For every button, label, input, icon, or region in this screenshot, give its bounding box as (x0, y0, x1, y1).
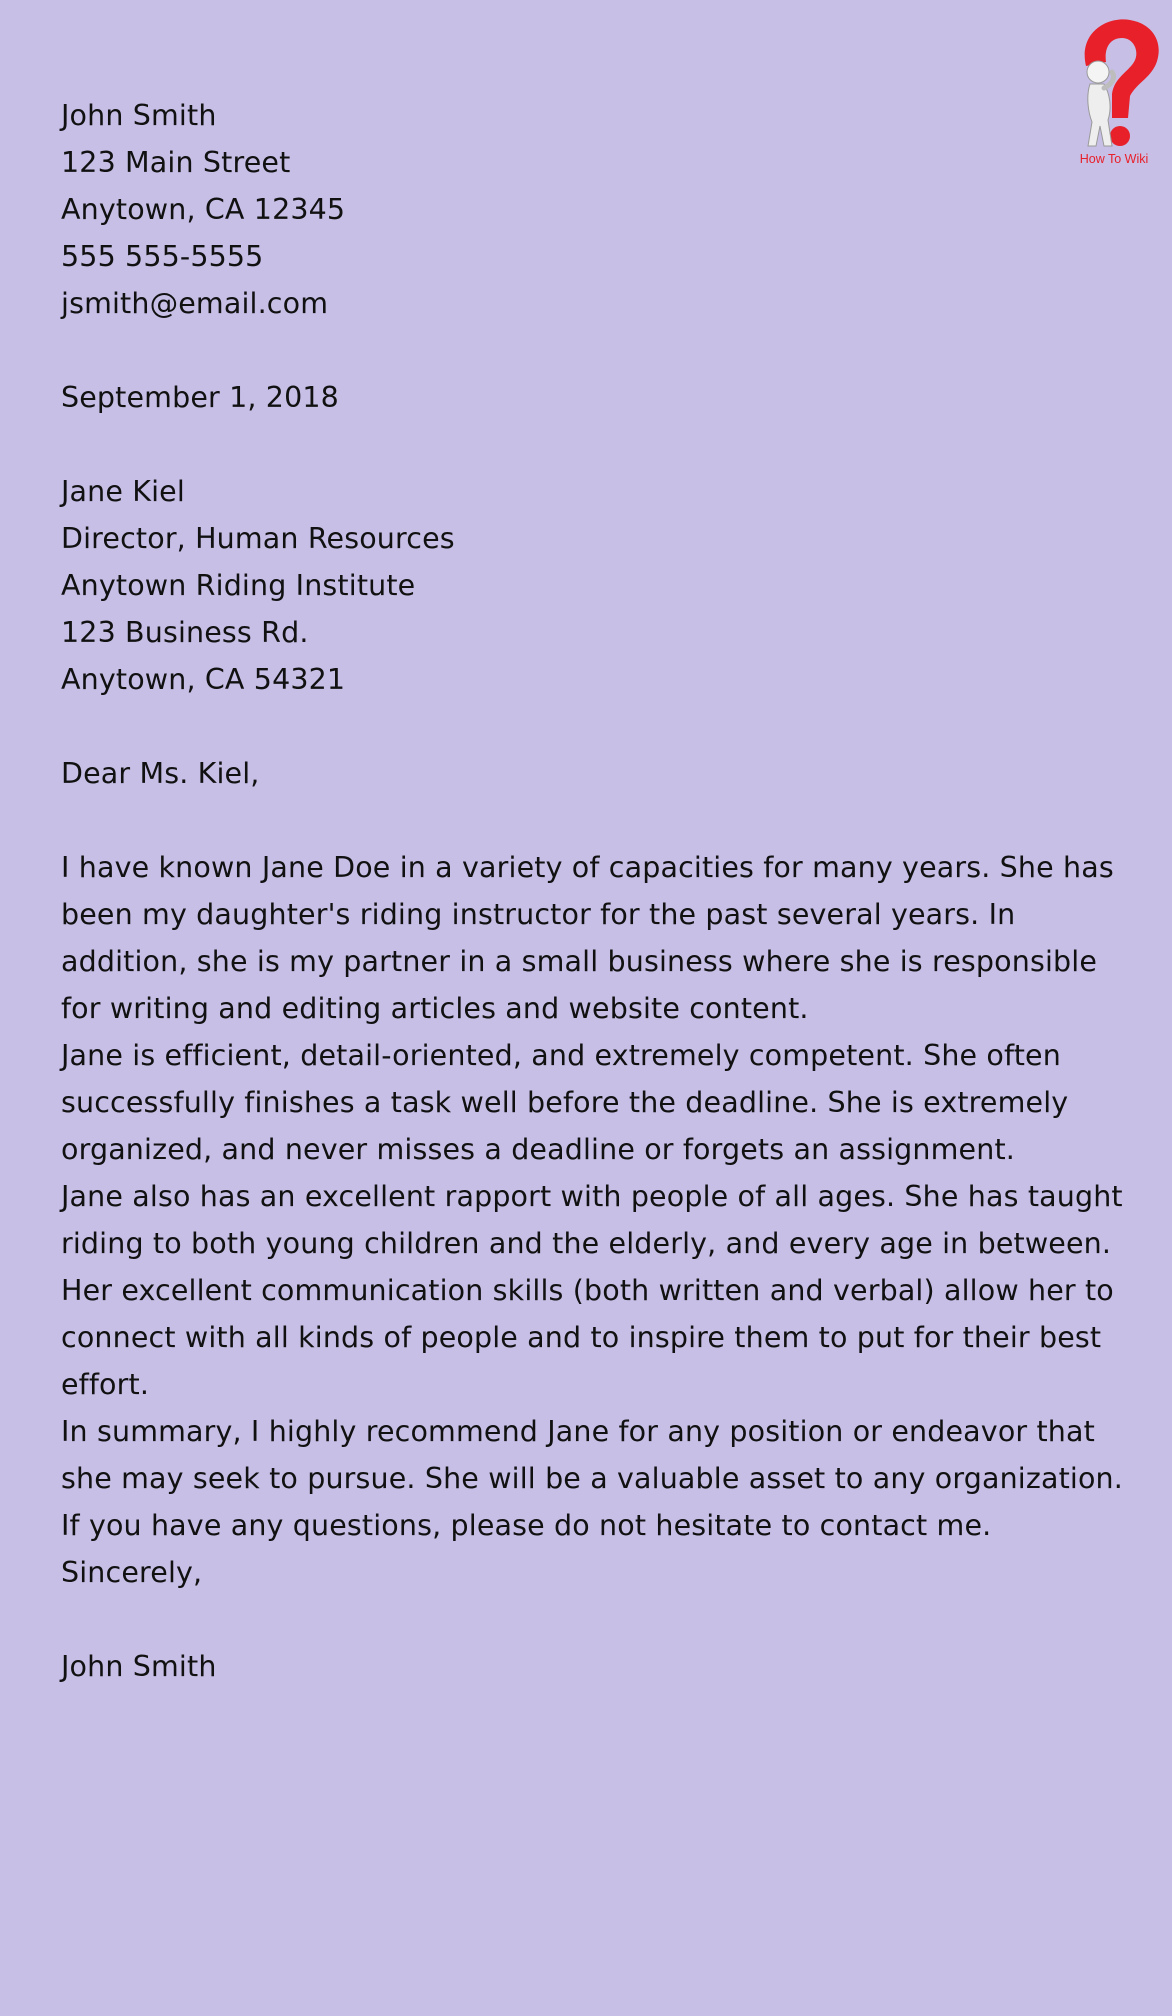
letter (61, 92, 1141, 1737)
body-paragraph-3: Jane also has an excellent rapport with people of all ages. She has taught riding to both young children and the elderly, and every age in between. Her excellent communication skills (both written and verbal) allow her to connect with all kinds of people and to inspire them to put for their best effort. (61, 1180, 1123, 1401)
sender-phone: 555 555-5555 (61, 240, 264, 273)
sender-email: jsmith@email.com (61, 287, 329, 320)
recipient-title: Director, Human Resources (61, 522, 455, 555)
closing: Sincerely, (61, 1556, 203, 1589)
recipient-address (61, 468, 1141, 703)
logo-text: How To Wiki (1079, 152, 1149, 166)
body-paragraph-2: Jane is efficient, detail-oriented, and extremely competent. She often successfully finishes a task well before the deadline. She is extremely organized, and never misses a deadline or forgets an assignment. (61, 1039, 1069, 1166)
sender-name: John Smith (61, 99, 217, 132)
recipient-city: Anytown, CA 54321 (61, 663, 346, 696)
salutation: Dear Ms. Kiel, (61, 757, 260, 790)
recipient-street: 123 Business Rd. (61, 616, 309, 649)
salutation-block (61, 750, 1141, 797)
body-paragraph-4: In summary, I highly recommend Jane for any position or endeavor that she may seek to pursue. She will be a valuable asset to any organization. (61, 1415, 1123, 1495)
sender-address (61, 92, 1141, 327)
signature: John Smith (61, 1650, 217, 1683)
letter-date-block (61, 374, 1141, 421)
recipient-name: Jane Kiel (61, 475, 185, 508)
closing-block (61, 1549, 1141, 1596)
sender-street: 123 Main Street (61, 146, 291, 179)
body-paragraph-5: If you have any questions, please do not hesitate to contact me. (61, 1509, 992, 1542)
sender-city: Anytown, CA 12345 (61, 193, 346, 226)
letter-date: September 1, 2018 (61, 381, 339, 414)
signature-block (61, 1643, 1141, 1690)
recipient-company: Anytown Riding Institute (61, 569, 416, 602)
body-paragraph-1: I have known Jane Doe in a variety of capacities for many years. She has been my daughter's riding instructor for the past several years. In addition, she is my partner in a small business where she is responsible for writing and editing articles and website content. (61, 851, 1114, 1025)
